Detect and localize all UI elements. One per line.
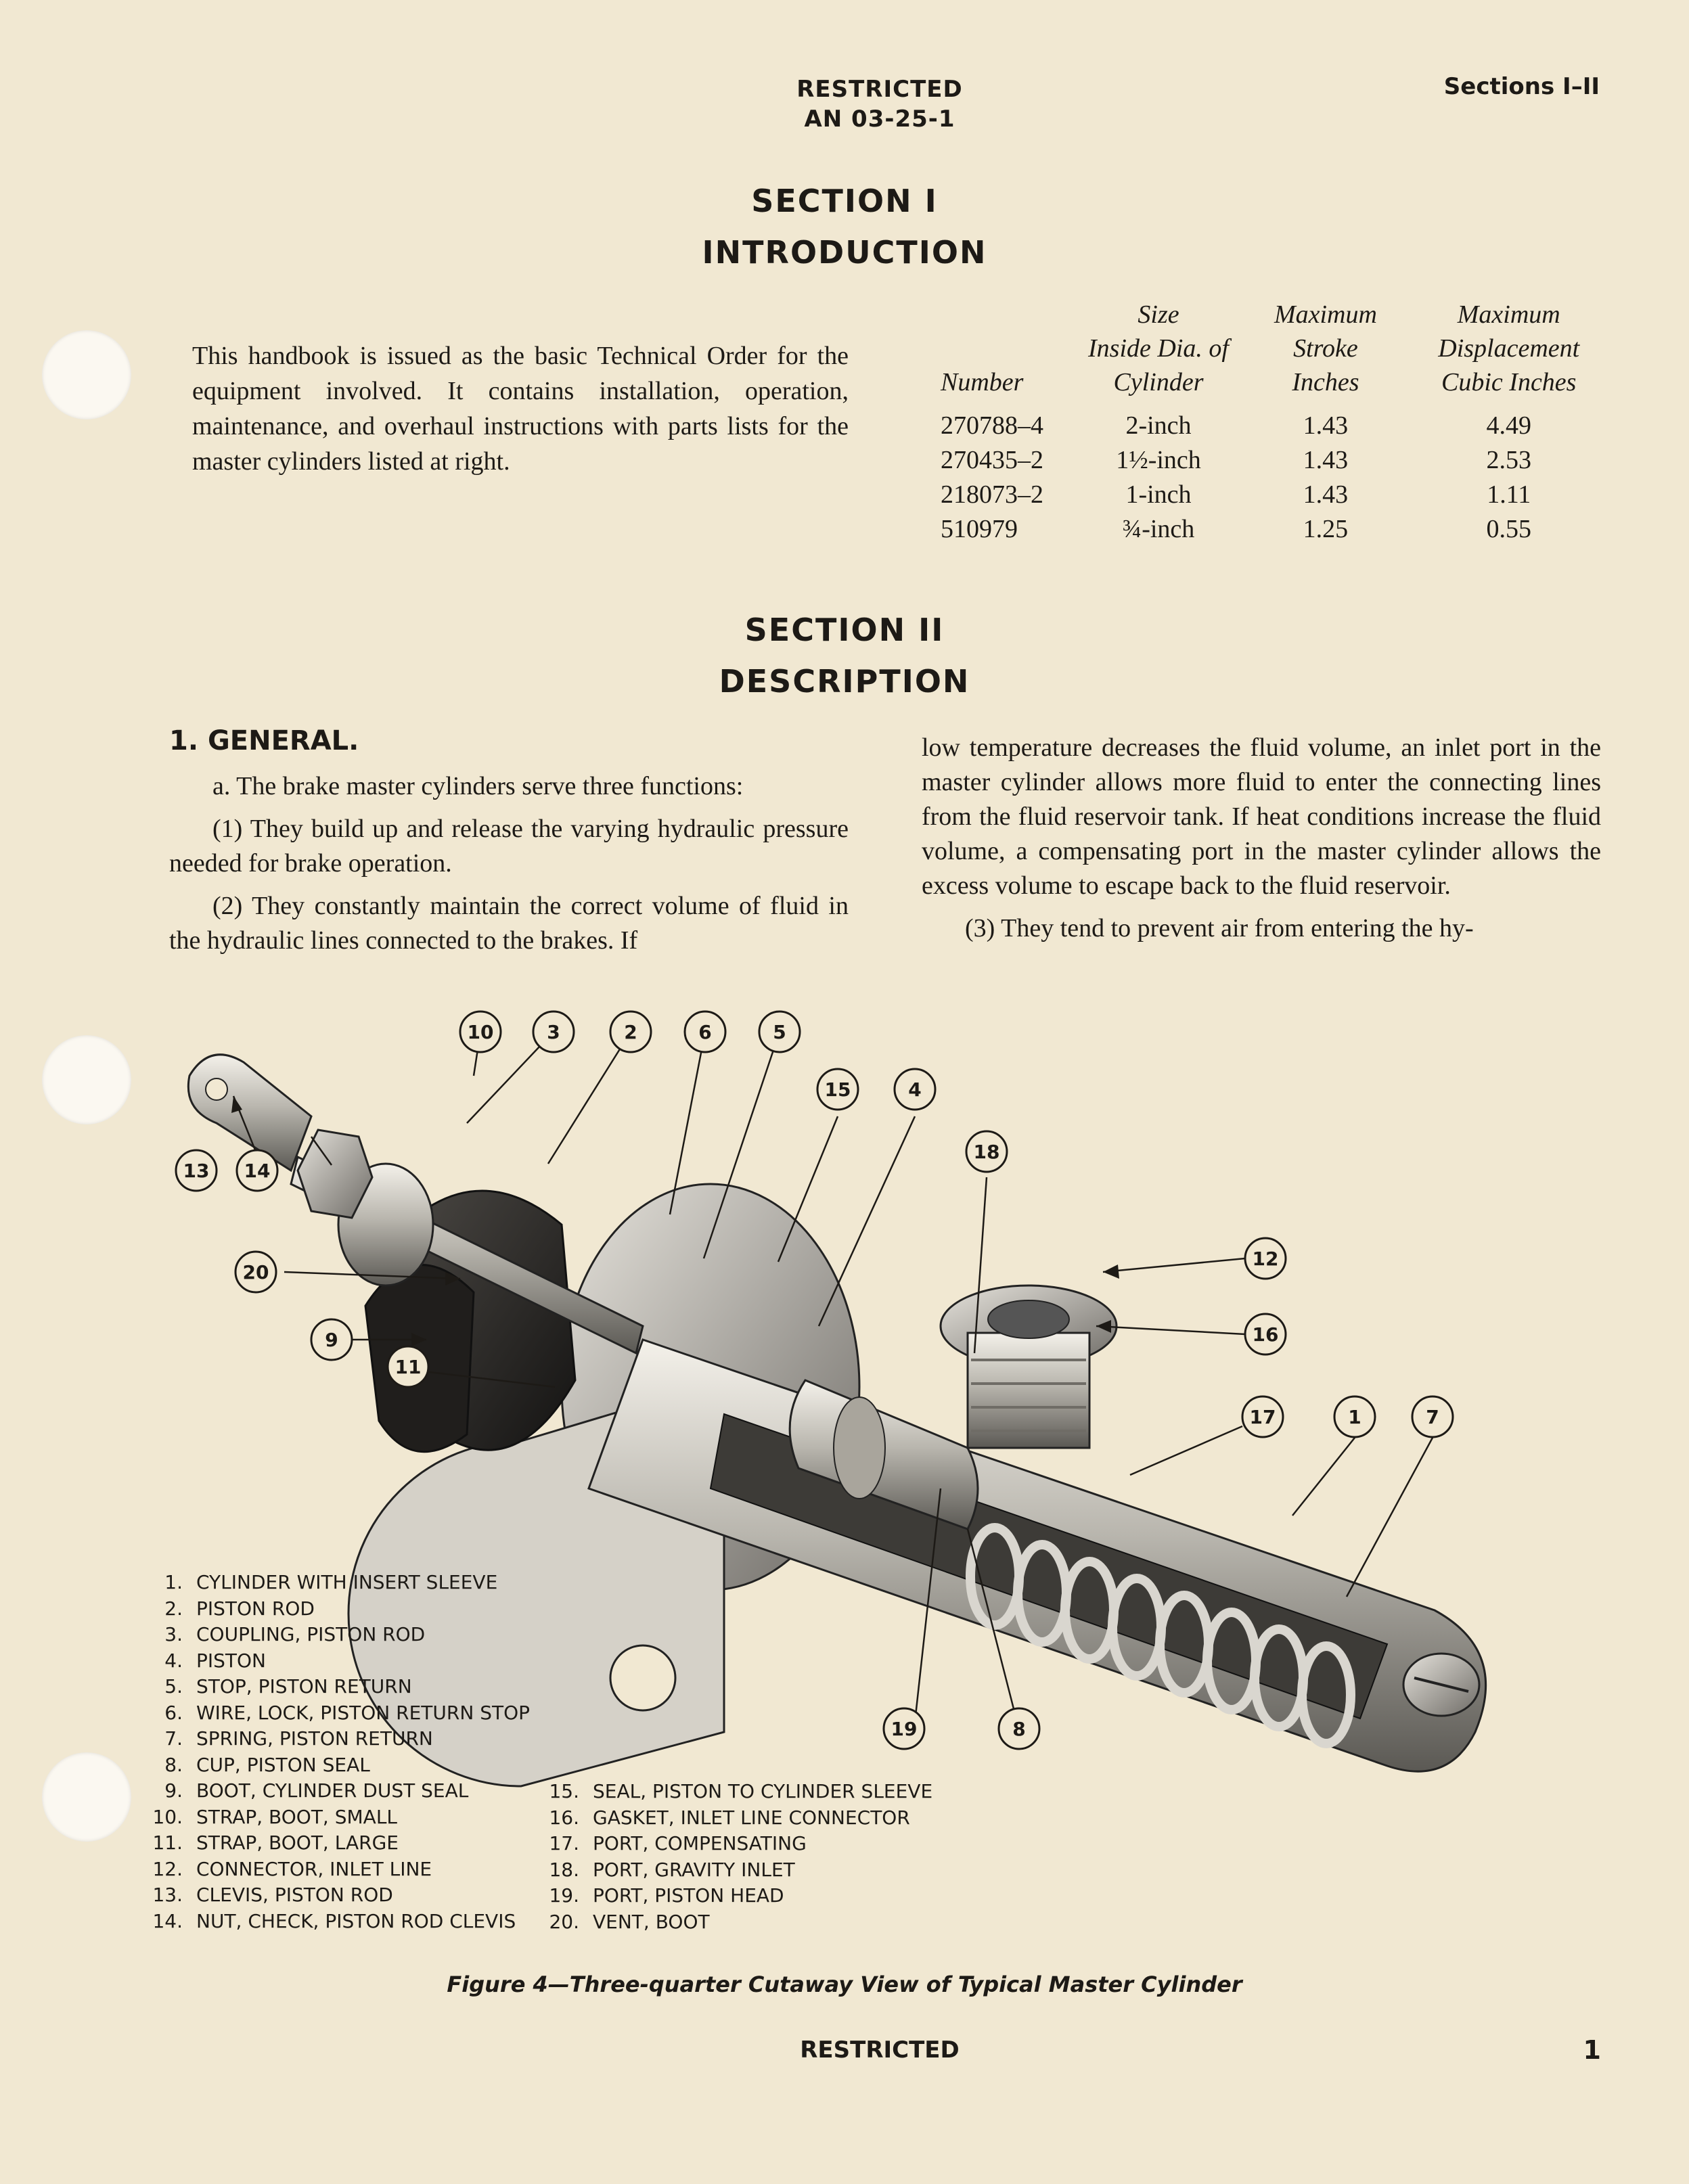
binder-hole-top: [42, 330, 131, 419]
callout-4: [895, 1069, 935, 1110]
th-displacement: Maximum Displacement Cubic Inches: [1438, 300, 1580, 396]
para-a: a. The brake master cylinders serve three functions:: [212, 772, 744, 800]
legend-item: 1. CYLINDER WITH INSERT SLEEVE: [164, 1571, 498, 1593]
parts-legend-right: [541, 1779, 1015, 1935]
legend-item: 18. PORT, GRAVITY INLET: [549, 1858, 795, 1881]
callout-14: [237, 1150, 277, 1191]
svg-text:7: 7: [1426, 1406, 1439, 1428]
svg-text:17: 17: [1249, 1406, 1276, 1428]
callout-15: [817, 1069, 858, 1110]
svg-text:1: 1: [1348, 1406, 1361, 1428]
para-2a: (2) They constantly maintain the correct volume of fluid in the hydraulic lines connected to the brakes. If: [169, 892, 849, 955]
table-row: 510979 ¾-inch 1.25 0.55: [941, 515, 1531, 543]
svg-text:14: 14: [244, 1160, 271, 1182]
legend-item: 8. CUP, PISTON SEAL: [164, 1753, 370, 1776]
right-column: [922, 731, 1601, 946]
legend-item: 14. NUT, CHECK, PISTON ROD CLEVIS: [152, 1909, 516, 1932]
table-row: 270435–2 1½-inch 1.43 2.53: [941, 446, 1531, 474]
callout-5: [759, 1011, 800, 1052]
legend-item: 7. SPRING, PISTON RETURN: [164, 1727, 433, 1750]
th-stroke: Maximum Stroke Inches: [1274, 300, 1377, 396]
legend-item: 9. BOOT, CYLINDER DUST SEAL: [164, 1779, 469, 1802]
th-size: Size Inside Dia. of Cylinder: [1088, 300, 1229, 396]
legend-item: 19. PORT, PISTON HEAD: [549, 1884, 784, 1907]
cylinder-table: [934, 298, 1611, 547]
svg-text:10: 10: [467, 1021, 494, 1043]
table-row: 270788–4 2-inch 1.43 4.49: [941, 411, 1531, 440]
svg-text:2: 2: [624, 1021, 637, 1043]
header-sections: Sections I–II: [1443, 73, 1600, 100]
legend-item: 15. SEAL, PISTON TO CYLINDER SLEEVE: [549, 1780, 933, 1802]
svg-text:8: 8: [1012, 1718, 1026, 1740]
legend-item: 12. CONNECTOR, INLET LINE: [152, 1857, 432, 1880]
header-doc-number: AN 03-25-1: [804, 106, 955, 133]
binder-hole-bottom: [42, 1752, 131, 1842]
page-number: 1: [1583, 2035, 1601, 2065]
svg-text:6: 6: [698, 1021, 712, 1043]
section1-title: INTRODUCTION: [702, 234, 987, 271]
legend-item: 5. STOP, PISTON RETURN: [164, 1675, 412, 1698]
legend-item: 10. STRAP, BOOT, SMALL: [152, 1805, 398, 1828]
callout-13: [176, 1150, 217, 1191]
svg-text:13: 13: [183, 1160, 210, 1182]
svg-text:20: 20: [242, 1261, 269, 1283]
para-2b: low temperature decreases the fluid volume, an inlet port in the master cylinder allows more fluid to enter the connecting lines from the fluid reservoir tank. If heat conditions increase the fluid volume, a compensating port in the master cylinder allows the excess volume to escape back to the fluid reservoir.: [922, 733, 1601, 900]
para-1: (1) They build up and release the varying hydraulic pressure needed for brake operation.: [169, 815, 849, 878]
svg-text:11: 11: [395, 1356, 422, 1378]
intro-paragraph: This handbook is issued as the basic Technical Order for the equipment involved. It contains installation, operation, maintenance, and overhaul instructions with parts lists for the master cylinders listed at right.: [192, 342, 849, 476]
callout-17: [1242, 1396, 1283, 1437]
legend-item: 4. PISTON: [164, 1649, 267, 1672]
callout-12: [1245, 1238, 1286, 1279]
para-3: (3) They tend to prevent air from entering the hy-: [965, 914, 1474, 942]
legend-item: 17. PORT, COMPENSATING: [549, 1832, 807, 1855]
footer-classification: RESTRICTED: [800, 2037, 960, 2064]
callout-9: [311, 1319, 352, 1360]
callout-2: [610, 1011, 651, 1052]
callout-10: [460, 1011, 501, 1052]
figure-caption: Figure 4—Three-quarter Cutaway View of Typical Master Cylinder: [447, 1972, 1242, 1997]
svg-text:9: 9: [325, 1329, 338, 1351]
callout-6: [685, 1011, 725, 1052]
callout-19: [884, 1708, 924, 1749]
callout-20: [235, 1252, 276, 1292]
callout-1: [1334, 1396, 1375, 1437]
callout-16: [1245, 1314, 1286, 1355]
table-row: 218073–2 1-inch 1.43 1.11: [941, 480, 1531, 509]
section2-title: DESCRIPTION: [719, 663, 970, 700]
table-header-row: [934, 298, 1611, 409]
svg-text:15: 15: [824, 1078, 851, 1101]
th-number: Number: [941, 368, 1024, 396]
callout-18: [966, 1131, 1007, 1172]
svg-text:19: 19: [891, 1718, 918, 1740]
legend-item: 16. GASKET, INLET LINE CONNECTOR: [549, 1806, 910, 1829]
legend-item: 13. CLEVIS, PISTON ROD: [152, 1884, 393, 1906]
callout-3: [533, 1011, 574, 1052]
svg-text:12: 12: [1252, 1248, 1279, 1270]
legend-item: 11. STRAP, BOOT, LARGE: [152, 1832, 399, 1854]
legend-item: 3. COUPLING, PISTON ROD: [164, 1623, 426, 1645]
general-heading: 1. GENERAL.: [169, 725, 359, 756]
header-classification: RESTRICTED: [796, 76, 963, 103]
svg-text:18: 18: [973, 1141, 1000, 1163]
svg-text:5: 5: [773, 1021, 786, 1043]
header-block: [677, 74, 1083, 134]
svg-text:4: 4: [908, 1078, 922, 1101]
legend-item: 20. VENT, BOOT: [549, 1910, 710, 1933]
legend-item: 6. WIRE, LOCK, PISTON RETURN STOP: [164, 1701, 530, 1724]
callout-8: [999, 1708, 1039, 1749]
legend-item: 2. PISTON ROD: [164, 1597, 315, 1620]
svg-text:3: 3: [547, 1021, 560, 1043]
section2-heading: SECTION II: [744, 612, 945, 648]
callout-11: [388, 1346, 428, 1387]
section1-heading: SECTION I: [751, 183, 938, 219]
left-column: [169, 724, 849, 958]
svg-text:16: 16: [1252, 1323, 1279, 1346]
binder-hole-middle: [42, 1035, 131, 1124]
callout-7: [1412, 1396, 1453, 1437]
